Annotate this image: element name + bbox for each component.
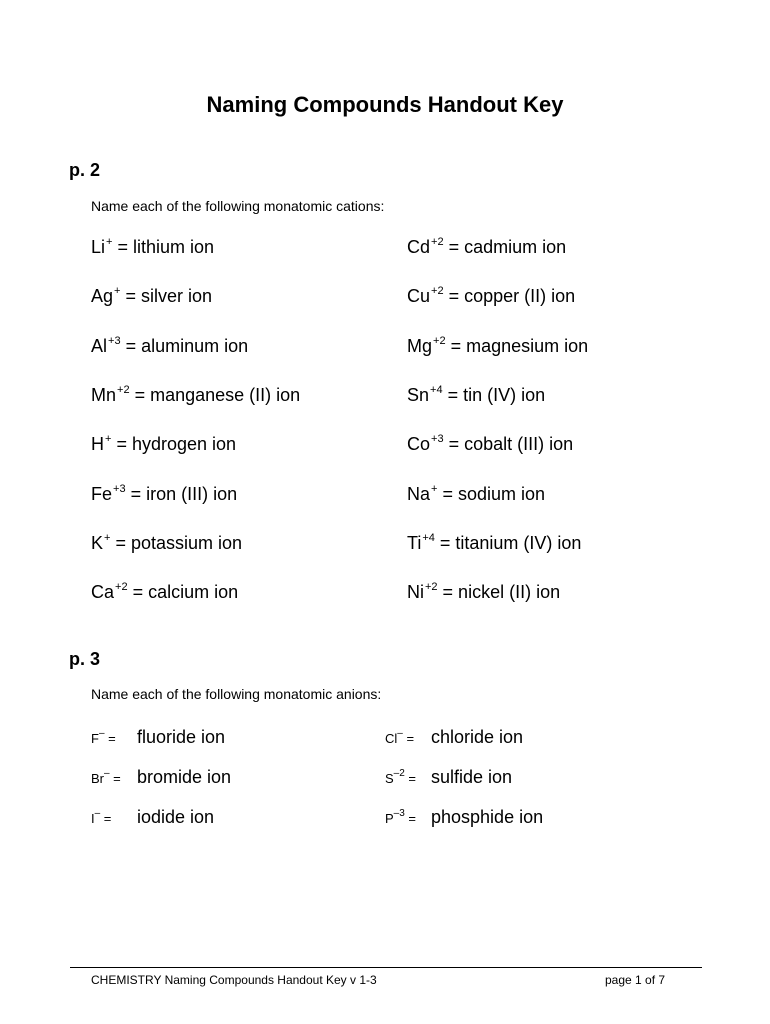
cation-entry <box>407 286 575 307</box>
footer-divider <box>70 967 702 968</box>
element-symbol: Ca <box>91 582 115 603</box>
equals-sign: = <box>404 771 417 786</box>
footer-doc-title: CHEMISTRY Naming Compounds Handout Key v 1-3 <box>91 973 377 987</box>
ion-name: sulfide ion <box>431 767 513 787</box>
ion-name: = sodium ion <box>437 483 546 504</box>
footer-page-number: page 1 of 7 <box>605 973 666 987</box>
element-symbol: Ag <box>91 286 114 307</box>
element-symbol: Ti <box>407 532 422 553</box>
anion-entry <box>385 767 512 788</box>
anion-symbol-group <box>91 728 137 746</box>
cation-entry <box>91 237 214 258</box>
document-title: Naming Compounds Handout Key <box>206 92 564 117</box>
ion-charge: +2 <box>433 334 446 347</box>
ion-name: = potassium ion <box>110 532 243 553</box>
ion-charge: – <box>397 728 403 739</box>
anion-instruction: Name each of the following monatomic anions: <box>91 686 382 702</box>
equals-sign: = <box>104 731 116 746</box>
element-symbol: H <box>91 434 104 455</box>
anion-symbol-group <box>91 768 137 786</box>
ion-charge: +2 <box>431 285 444 298</box>
anion-symbol-group <box>385 768 431 786</box>
ion-charge: +2 <box>431 236 444 248</box>
anion-entry <box>91 807 214 828</box>
ion-charge: –3 <box>393 808 405 819</box>
ion-name: = magnesium ion <box>445 335 589 356</box>
element-symbol: K <box>91 532 104 553</box>
element-symbol: Cd <box>407 237 431 257</box>
cation-entry <box>407 237 566 258</box>
ion-name: = cadmium ion <box>443 237 567 257</box>
element-symbol: F <box>91 731 99 746</box>
cation-entry <box>407 533 581 554</box>
cation-entry <box>407 385 545 406</box>
cation-entry <box>407 434 573 455</box>
anion-symbol-group <box>385 728 431 746</box>
ion-name: = iron (III) ion <box>125 483 238 504</box>
cation-entry <box>91 336 248 357</box>
ion-charge: +3 <box>108 334 121 347</box>
equals-sign: = <box>404 811 417 826</box>
element-symbol: Ni <box>407 582 424 603</box>
ion-name: fluoride ion <box>137 727 226 747</box>
cation-entry <box>91 533 242 554</box>
element-symbol: I <box>91 811 95 826</box>
equals-sign: = <box>100 811 112 826</box>
ion-name: bromide ion <box>137 767 232 787</box>
ion-charge: +3 <box>431 433 444 446</box>
section-heading-p3: p. 3 <box>69 649 101 669</box>
ion-charge: – <box>94 808 101 819</box>
ion-name: = copper (II) ion <box>443 286 576 307</box>
ion-charge: +2 <box>425 581 438 594</box>
element-symbol: Mn <box>91 384 117 405</box>
ion-charge: + <box>431 482 438 495</box>
element-symbol: Na <box>407 483 431 504</box>
cation-entry <box>407 336 588 357</box>
equals-sign: = <box>109 771 121 786</box>
ion-name: = cobalt (III) ion <box>443 434 574 455</box>
ion-name: = nickel (II) ion <box>437 582 561 603</box>
equals-sign: = <box>402 731 415 746</box>
anion-entry <box>91 727 225 748</box>
element-symbol: S <box>385 771 394 786</box>
ion-charge: +4 <box>430 383 443 396</box>
ion-name: = manganese (II) ion <box>129 384 301 405</box>
ion-charge: + <box>106 236 113 248</box>
ion-charge: – <box>104 768 110 779</box>
cation-entry <box>91 385 300 406</box>
element-symbol: P <box>385 811 394 826</box>
ion-charge: – <box>98 728 105 739</box>
element-symbol: Mg <box>407 335 433 356</box>
anion-symbol-group <box>385 808 431 826</box>
cation-entry <box>91 286 212 307</box>
ion-name: = lithium ion <box>112 237 215 257</box>
element-symbol: Br <box>91 771 104 786</box>
ion-charge: +2 <box>117 383 130 396</box>
cation-entry <box>407 484 545 505</box>
ion-name: = titanium (IV) ion <box>434 532 582 553</box>
element-symbol: Al <box>91 335 108 356</box>
element-symbol: Co <box>407 434 431 455</box>
section-heading-p2: p. 2 <box>69 160 101 180</box>
element-symbol: Cu <box>407 286 431 307</box>
ion-name: = silver ion <box>120 286 213 307</box>
cation-entry <box>91 582 238 603</box>
ion-name: chloride ion <box>431 727 524 747</box>
ion-name: = aluminum ion <box>120 335 249 356</box>
anion-entry <box>385 727 523 748</box>
anion-entry <box>385 807 543 828</box>
element-symbol: Cl <box>385 731 398 746</box>
cation-entry <box>91 484 237 505</box>
ion-name: = tin (IV) ion <box>442 384 546 405</box>
anion-entry <box>91 767 231 788</box>
ion-charge: –2 <box>393 768 405 779</box>
ion-charge: +2 <box>115 581 128 594</box>
cation-entry <box>407 582 560 603</box>
ion-name: phosphide ion <box>431 807 544 827</box>
ion-name: = calcium ion <box>127 582 239 603</box>
ion-name: iodide ion <box>137 807 215 827</box>
element-symbol: Fe <box>91 483 113 504</box>
ion-charge: +3 <box>113 482 126 495</box>
ion-charge: + <box>114 285 121 298</box>
ion-charge: + <box>105 433 112 446</box>
ion-name: = hydrogen ion <box>111 434 237 455</box>
element-symbol: Li <box>91 237 106 257</box>
cation-instruction: Name each of the following monatomic cations: <box>91 198 385 214</box>
anion-symbol-group <box>91 808 137 826</box>
cation-entry <box>91 434 236 455</box>
ion-charge: + <box>104 531 111 544</box>
ion-charge: +4 <box>422 531 435 544</box>
element-symbol: Sn <box>407 384 430 405</box>
